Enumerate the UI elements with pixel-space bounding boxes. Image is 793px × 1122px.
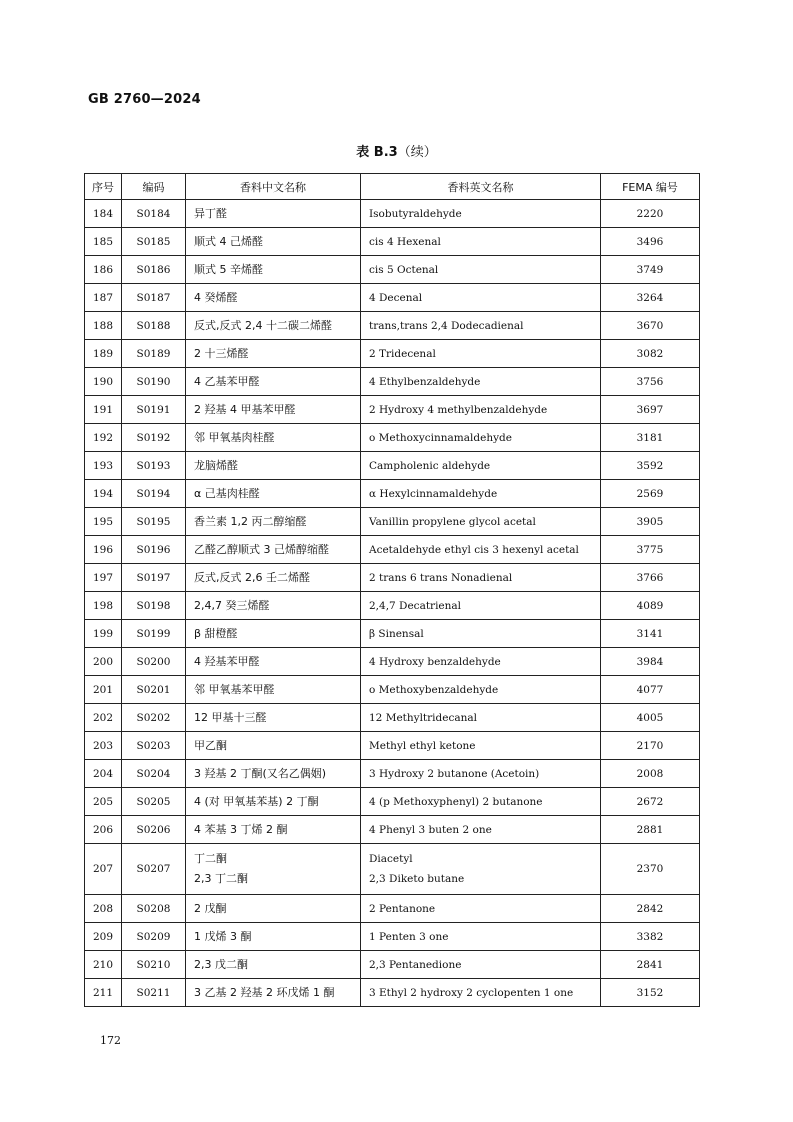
row-cn-name xyxy=(186,228,361,256)
row-code: S0188 xyxy=(122,312,186,340)
row-en-name xyxy=(361,256,601,284)
row-number: 201 xyxy=(85,676,122,704)
row-en-name xyxy=(361,564,601,592)
en-name-line: 2 Pentanone xyxy=(369,902,436,915)
table-row xyxy=(85,508,700,536)
row-number: 190 xyxy=(85,368,122,396)
table-header-row xyxy=(85,174,700,200)
en-name-line: 2 Tridecenal xyxy=(369,347,436,360)
table-row xyxy=(85,732,700,760)
row-number: 192 xyxy=(85,424,122,452)
row-fema: 3382 xyxy=(601,923,700,951)
row-fema: 3697 xyxy=(601,396,700,424)
cn-name-line: 4 苯基 3 丁烯 2 酮 xyxy=(194,822,288,836)
row-code: S0207 xyxy=(122,844,186,895)
row-number: 184 xyxy=(85,200,122,228)
row-number: 189 xyxy=(85,340,122,368)
row-en-name xyxy=(361,312,601,340)
row-number: 203 xyxy=(85,732,122,760)
row-number: 205 xyxy=(85,788,122,816)
table-row xyxy=(85,620,700,648)
row-code: S0189 xyxy=(122,340,186,368)
row-fema: 3984 xyxy=(601,648,700,676)
cn-name-line: 异丁醛 xyxy=(194,206,227,220)
row-number: 197 xyxy=(85,564,122,592)
table-row xyxy=(85,648,700,676)
col-header-en-name: 香料英文名称 xyxy=(361,174,601,200)
en-name-line: 2,3 Diketo butane xyxy=(369,873,465,885)
table-row xyxy=(85,979,700,1007)
row-code: S0203 xyxy=(122,732,186,760)
row-cn-name xyxy=(186,704,361,732)
row-code: S0201 xyxy=(122,676,186,704)
cn-name-line: 顺式 4 己烯醛 xyxy=(194,234,263,248)
row-number: 186 xyxy=(85,256,122,284)
row-number: 198 xyxy=(85,592,122,620)
row-en-name xyxy=(361,592,601,620)
cn-name-line: 2,3 丁二酮 xyxy=(194,872,248,885)
row-cn-name xyxy=(186,951,361,979)
row-en-name xyxy=(361,536,601,564)
row-code: S0197 xyxy=(122,564,186,592)
cn-name-line: 2 戊酮 xyxy=(194,901,227,915)
row-fema: 3775 xyxy=(601,536,700,564)
row-number: 185 xyxy=(85,228,122,256)
row-cn-name xyxy=(186,564,361,592)
en-name-line: 2 Hydroxy 4 methylbenzaldehyde xyxy=(369,403,548,416)
col-header-cn-name: 香料中文名称 xyxy=(186,174,361,200)
table-row xyxy=(85,951,700,979)
table-title-suffix: （续） xyxy=(397,145,437,160)
row-number: 210 xyxy=(85,951,122,979)
row-cn-name xyxy=(186,508,361,536)
table-row xyxy=(85,564,700,592)
row-en-name xyxy=(361,228,601,256)
row-cn-name xyxy=(186,760,361,788)
row-fema: 3181 xyxy=(601,424,700,452)
table-row xyxy=(85,312,700,340)
en-name-line: 2,4,7 Decatrienal xyxy=(369,599,462,612)
row-cn-name xyxy=(186,396,361,424)
row-code: S0190 xyxy=(122,368,186,396)
row-en-name xyxy=(361,676,601,704)
row-en-name xyxy=(361,508,601,536)
row-code: S0196 xyxy=(122,536,186,564)
row-en-name xyxy=(361,951,601,979)
table-row xyxy=(85,816,700,844)
table-row xyxy=(85,396,700,424)
row-fema: 4089 xyxy=(601,592,700,620)
en-name-line: cis 5 Octenal xyxy=(369,263,439,276)
row-cn-name xyxy=(186,979,361,1007)
col-header-fema: FEMA 编号 xyxy=(601,174,700,200)
row-cn-name xyxy=(186,480,361,508)
row-cn-name xyxy=(186,256,361,284)
cn-name-line: 1 戊烯 3 酮 xyxy=(194,929,252,943)
row-fema: 2841 xyxy=(601,951,700,979)
row-en-name xyxy=(361,284,601,312)
row-fema: 3749 xyxy=(601,256,700,284)
table-row xyxy=(85,200,700,228)
row-number: 207 xyxy=(85,844,122,895)
en-name-line: 2 trans 6 trans Nonadienal xyxy=(369,571,513,584)
cn-name-line: 12 甲基十三醛 xyxy=(194,710,267,724)
row-fema: 4005 xyxy=(601,704,700,732)
row-en-name xyxy=(361,368,601,396)
row-fema: 3592 xyxy=(601,452,700,480)
row-en-name xyxy=(361,452,601,480)
row-code: S0185 xyxy=(122,228,186,256)
cn-name-line: 2 羟基 4 甲基苯甲醛 xyxy=(194,402,296,416)
row-cn-name xyxy=(186,923,361,951)
en-name-line: o Methoxybenzaldehyde xyxy=(369,683,499,696)
en-name-line: α Hexylcinnamaldehyde xyxy=(369,487,498,500)
table-row xyxy=(85,340,700,368)
row-cn-name xyxy=(186,340,361,368)
row-fema: 4077 xyxy=(601,676,700,704)
row-cn-name xyxy=(186,816,361,844)
en-name-line: o Methoxycinnamaldehyde xyxy=(369,431,512,444)
cn-name-line: 邻 甲氧基肉桂醛 xyxy=(194,430,275,444)
table-row xyxy=(85,676,700,704)
row-code: S0211 xyxy=(122,979,186,1007)
row-fema: 3756 xyxy=(601,368,700,396)
cn-name-line: 乙醛乙醇顺式 3 己烯醇缩醛 xyxy=(194,542,329,556)
row-code: S0206 xyxy=(122,816,186,844)
en-name-line: β Sinensal xyxy=(369,627,424,640)
row-en-name xyxy=(361,732,601,760)
row-fema: 3496 xyxy=(601,228,700,256)
en-name-line: 2,3 Pentanedione xyxy=(369,958,462,971)
row-code: S0208 xyxy=(122,895,186,923)
row-cn-name xyxy=(186,284,361,312)
table-row xyxy=(85,228,700,256)
table-row xyxy=(85,788,700,816)
col-header-code: 编码 xyxy=(122,174,186,200)
row-fema: 2842 xyxy=(601,895,700,923)
cn-name-line: 香兰素 1,2 丙二醇缩醛 xyxy=(194,514,307,528)
row-cn-name xyxy=(186,788,361,816)
row-code: S0192 xyxy=(122,424,186,452)
row-en-name xyxy=(361,788,601,816)
row-cn-name xyxy=(186,312,361,340)
cn-name-line: 2 十三烯醛 xyxy=(194,346,249,360)
row-number: 204 xyxy=(85,760,122,788)
table-row xyxy=(85,895,700,923)
en-name-line: 4 Phenyl 3 buten 2 one xyxy=(369,823,492,836)
cn-name-line: 丁二酮 xyxy=(194,852,227,865)
row-cn-name xyxy=(186,620,361,648)
cn-name-line: 反式,反式 2,4 十二碳二烯醛 xyxy=(194,318,332,332)
row-code: S0204 xyxy=(122,760,186,788)
row-code: S0184 xyxy=(122,200,186,228)
flavor-table xyxy=(84,173,700,1007)
table-body xyxy=(85,200,700,1007)
row-en-name xyxy=(361,200,601,228)
row-number: 206 xyxy=(85,816,122,844)
en-name-line: Methyl ethyl ketone xyxy=(369,739,476,752)
table-row xyxy=(85,480,700,508)
row-number: 209 xyxy=(85,923,122,951)
table-row xyxy=(85,256,700,284)
row-number: 194 xyxy=(85,480,122,508)
row-number: 195 xyxy=(85,508,122,536)
row-fema: 3152 xyxy=(601,979,700,1007)
en-name-line: Vanillin propylene glycol acetal xyxy=(369,515,536,528)
row-fema: 2569 xyxy=(601,480,700,508)
table-title-label: 表 B.3 xyxy=(356,145,398,160)
en-name-line: 3 Ethyl 2 hydroxy 2 cyclopenten 1 one xyxy=(369,986,574,999)
row-number: 187 xyxy=(85,284,122,312)
row-cn-name xyxy=(186,368,361,396)
cn-name-line: 3 乙基 2 羟基 2 环戊烯 1 酮 xyxy=(194,985,335,999)
row-code: S0186 xyxy=(122,256,186,284)
table-row xyxy=(85,536,700,564)
en-name-line: 3 Hydroxy 2 butanone (Acetoin) xyxy=(369,767,540,780)
row-fema: 2672 xyxy=(601,788,700,816)
row-cn-name xyxy=(186,648,361,676)
cn-name-line: 甲乙酮 xyxy=(194,738,227,752)
row-number: 188 xyxy=(85,312,122,340)
row-cn-name xyxy=(186,895,361,923)
row-fema: 3141 xyxy=(601,620,700,648)
row-fema: 3905 xyxy=(601,508,700,536)
row-code: S0205 xyxy=(122,788,186,816)
row-en-name xyxy=(361,704,601,732)
row-en-name xyxy=(361,396,601,424)
table-row xyxy=(85,368,700,396)
cn-name-line: 2,3 戊二酮 xyxy=(194,957,248,971)
row-code: S0198 xyxy=(122,592,186,620)
cn-name-line: 3 羟基 2 丁酮(又名乙偶姻) xyxy=(194,766,327,780)
row-fema: 3082 xyxy=(601,340,700,368)
row-fema: 2008 xyxy=(601,760,700,788)
en-name-line: 4 Ethylbenzaldehyde xyxy=(369,375,481,388)
row-cn-name xyxy=(186,592,361,620)
cn-name-line: 4 癸烯醛 xyxy=(194,290,238,304)
row-number: 211 xyxy=(85,979,122,1007)
row-number: 208 xyxy=(85,895,122,923)
en-name-line: 4 Hydroxy benzaldehyde xyxy=(369,655,501,668)
row-en-name xyxy=(361,923,601,951)
row-number: 191 xyxy=(85,396,122,424)
row-code: S0194 xyxy=(122,480,186,508)
en-name-line: Isobutyraldehyde xyxy=(369,207,462,220)
row-code: S0209 xyxy=(122,923,186,951)
row-code: S0199 xyxy=(122,620,186,648)
table-row xyxy=(85,284,700,312)
cn-name-line: 反式,反式 2,6 壬二烯醛 xyxy=(194,570,310,584)
row-code: S0191 xyxy=(122,396,186,424)
cn-name-line: α 己基肉桂醛 xyxy=(194,486,260,500)
row-number: 199 xyxy=(85,620,122,648)
row-en-name xyxy=(361,979,601,1007)
row-cn-name xyxy=(186,536,361,564)
row-en-name xyxy=(361,480,601,508)
row-cn-name xyxy=(186,424,361,452)
en-name-line: trans,trans 2,4 Dodecadienal xyxy=(369,319,524,332)
row-fema: 2370 xyxy=(601,844,700,895)
table-row xyxy=(85,844,700,895)
table-title xyxy=(0,141,793,160)
cn-name-line: 2,4,7 癸三烯醛 xyxy=(194,598,270,612)
row-en-name xyxy=(361,340,601,368)
en-name-line: 1 Penten 3 one xyxy=(369,930,449,943)
cn-name-line: 邻 甲氧基苯甲醛 xyxy=(194,682,275,696)
row-code: S0187 xyxy=(122,284,186,312)
en-name-line: 12 Methyltridecanal xyxy=(369,711,477,724)
cn-name-line: 4 (对 甲氧基苯基) 2 丁酮 xyxy=(194,794,319,808)
table-row xyxy=(85,424,700,452)
table-row xyxy=(85,760,700,788)
row-number: 193 xyxy=(85,452,122,480)
cn-name-line: 4 羟基苯甲醛 xyxy=(194,654,260,668)
row-en-name xyxy=(361,895,601,923)
cn-name-line: 顺式 5 辛烯醛 xyxy=(194,262,263,276)
en-name-line: cis 4 Hexenal xyxy=(369,235,441,248)
table-row xyxy=(85,452,700,480)
row-fema: 3670 xyxy=(601,312,700,340)
row-fema: 3766 xyxy=(601,564,700,592)
row-en-name xyxy=(361,620,601,648)
row-code: S0202 xyxy=(122,704,186,732)
row-en-name xyxy=(361,816,601,844)
cn-name-line: 龙脑烯醛 xyxy=(194,458,238,472)
table-row xyxy=(85,923,700,951)
row-cn-name xyxy=(186,200,361,228)
row-code: S0195 xyxy=(122,508,186,536)
table-row xyxy=(85,592,700,620)
document-code: GB 2760—2024 xyxy=(88,92,201,107)
row-en-name xyxy=(361,844,601,895)
row-fema: 2881 xyxy=(601,816,700,844)
en-name-line: Acetaldehyde ethyl cis 3 hexenyl acetal xyxy=(369,543,579,556)
row-cn-name xyxy=(186,452,361,480)
row-code: S0210 xyxy=(122,951,186,979)
row-fema: 2170 xyxy=(601,732,700,760)
col-header-no: 序号 xyxy=(85,174,122,200)
row-number: 200 xyxy=(85,648,122,676)
row-code: S0193 xyxy=(122,452,186,480)
row-cn-name xyxy=(186,844,361,895)
row-en-name xyxy=(361,760,601,788)
en-name-line: 4 Decenal xyxy=(369,291,423,304)
cn-name-line: β 甜橙醛 xyxy=(194,626,238,640)
row-code: S0200 xyxy=(122,648,186,676)
row-en-name xyxy=(361,648,601,676)
row-number: 202 xyxy=(85,704,122,732)
en-name-line: Diacetyl xyxy=(369,853,413,865)
page-number: 172 xyxy=(100,1034,121,1047)
row-en-name xyxy=(361,424,601,452)
en-name-line: 4 (p Methoxyphenyl) 2 butanone xyxy=(369,795,543,808)
table-row xyxy=(85,704,700,732)
row-number: 196 xyxy=(85,536,122,564)
en-name-line: Campholenic aldehyde xyxy=(369,459,491,472)
row-fema: 3264 xyxy=(601,284,700,312)
row-fema: 2220 xyxy=(601,200,700,228)
row-cn-name xyxy=(186,676,361,704)
row-cn-name xyxy=(186,732,361,760)
cn-name-line: 4 乙基苯甲醛 xyxy=(194,374,260,388)
